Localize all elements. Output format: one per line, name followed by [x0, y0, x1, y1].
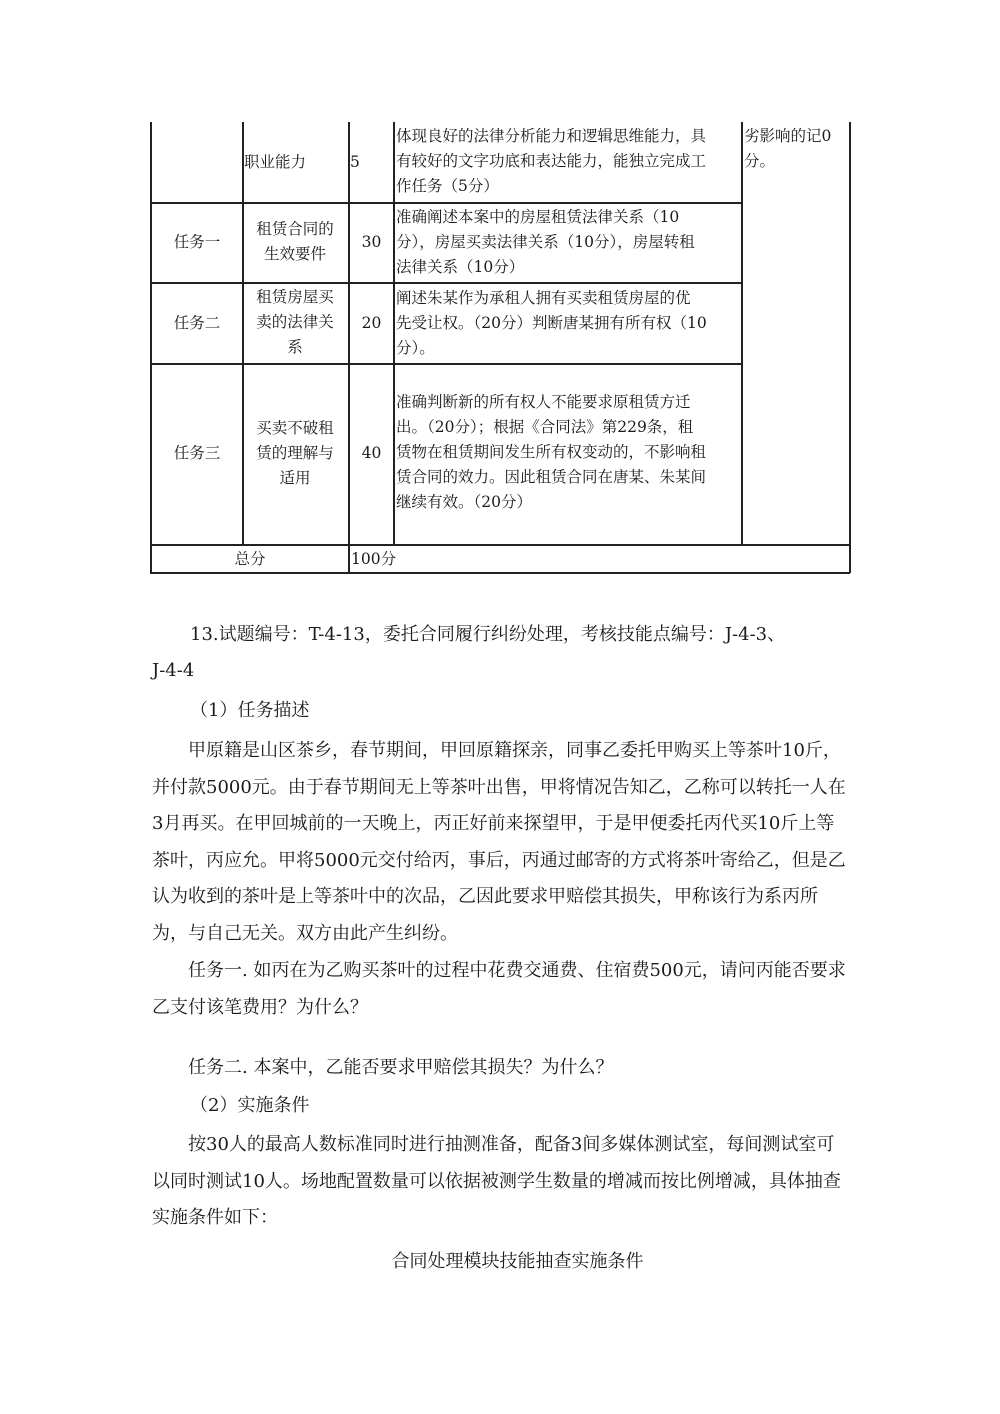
case-description: 甲原籍是山区茶乡，春节期间，甲回原籍探亲，同事乙委托甲购买上等茶叶10斤，并付款5000元。由于春节期间无上等茶叶出售，甲将情况告知乙，乙称可以转托一人在3月再买。在甲回城前的一天晚上，丙正好前来探望甲，于是甲便委托丙代买10斤上等茶叶，丙应允。甲将5000元交付给丙，事后，丙通过邮寄的方式将茶叶寄给乙，但是乙认为收到的茶叶是上等茶叶中的次品，乙因此要求甲赔偿其损失，甲称该行为系丙所为，与自己无关。双方由此产生纠纷。 [152, 740, 846, 944]
score-cell: 40 [361, 444, 382, 462]
scoring-table [0, 0, 1000, 580]
table-row-divider [150, 363, 742, 365]
question-heading: 13.试题编号：T-4-13，委托合同履行纠纷处理，考核技能点编号：J-4-3、 [190, 624, 786, 645]
score-cell: 20 [361, 314, 382, 332]
table-bottom-border [150, 572, 850, 574]
score-cell: 30 [361, 233, 382, 251]
question-heading-continued: J-4-4 [152, 660, 195, 681]
total-value: 100分 [351, 550, 397, 568]
table-column-divider [393, 122, 395, 545]
table-row-divider [150, 544, 850, 546]
remark-cell: 劣影响的记0 分。 [744, 127, 832, 170]
point-cell: 租赁合同的 生效要件 [256, 220, 334, 263]
task-one-question: 任务一. 如丙在为乙购买茶叶的过程中花费交通费、住宿费500元，请问丙能否要求乙支付该笔费用？为什么？ [152, 960, 846, 1018]
table-right-border [849, 122, 851, 573]
table-row-divider [150, 282, 742, 284]
section-title-conditions: （2）实施条件 [190, 1095, 310, 1116]
point-cell: 租赁房屋买 卖的法律关 系 [256, 288, 334, 356]
criteria-cell: 体现良好的法律分析能力和逻辑思维能力，具 有较好的文字功底和表达能力，能独立完成工 作任务（5分） [396, 127, 707, 195]
criteria-cell: 准确阐述本案中的房屋租赁法律关系（10 分），房屋买卖法律关系（10分），房屋转租 法律关系（10分） [396, 208, 695, 276]
table-column-divider [741, 122, 743, 545]
criteria-cell: 阐述朱某作为承租人拥有买卖租赁房屋的优 先受让权。（20分）判断唐某拥有所有权（10 分）。 [396, 289, 707, 357]
table-caption: 合同处理模块技能抽查实施条件 [391, 1251, 644, 1272]
score-cell: 5 [350, 153, 360, 171]
point-cell: 职业能力 [244, 153, 307, 171]
task-cell: 任务一 [173, 233, 221, 251]
section-title-task-description: （1）任务描述 [190, 700, 310, 721]
criteria-cell: 准确判断新的所有权人不能要求原租赁方迁 出。（20分）；根据《合同法》第229条，租 赁物在租赁期间发生所有权变动的，不影响租 赁合同的效力。因此租赁合同在唐某、朱某间 继续有效。（20分） [396, 393, 707, 511]
table-row-divider [150, 202, 742, 204]
table-column-divider [348, 122, 350, 573]
total-label: 总分 [234, 550, 266, 568]
task-cell: 任务二 [173, 314, 221, 332]
task-two-question: 任务二. 本案中，乙能否要求甲赔偿其损失？为什么？ [188, 1057, 614, 1078]
conditions-paragraph: 按30人的最高人数标准同时进行抽测准备，配备3间多媒体测试室，每间测试室可以同时测试10人。场地配置数量可以依据被测学生数量的增减而按比例增减，具体抽查实施条件如下： [152, 1134, 841, 1228]
task-cell: 任务三 [173, 444, 221, 462]
point-cell: 买卖不破租 赁的理解与 适用 [256, 419, 334, 487]
table-left-border [150, 122, 152, 573]
